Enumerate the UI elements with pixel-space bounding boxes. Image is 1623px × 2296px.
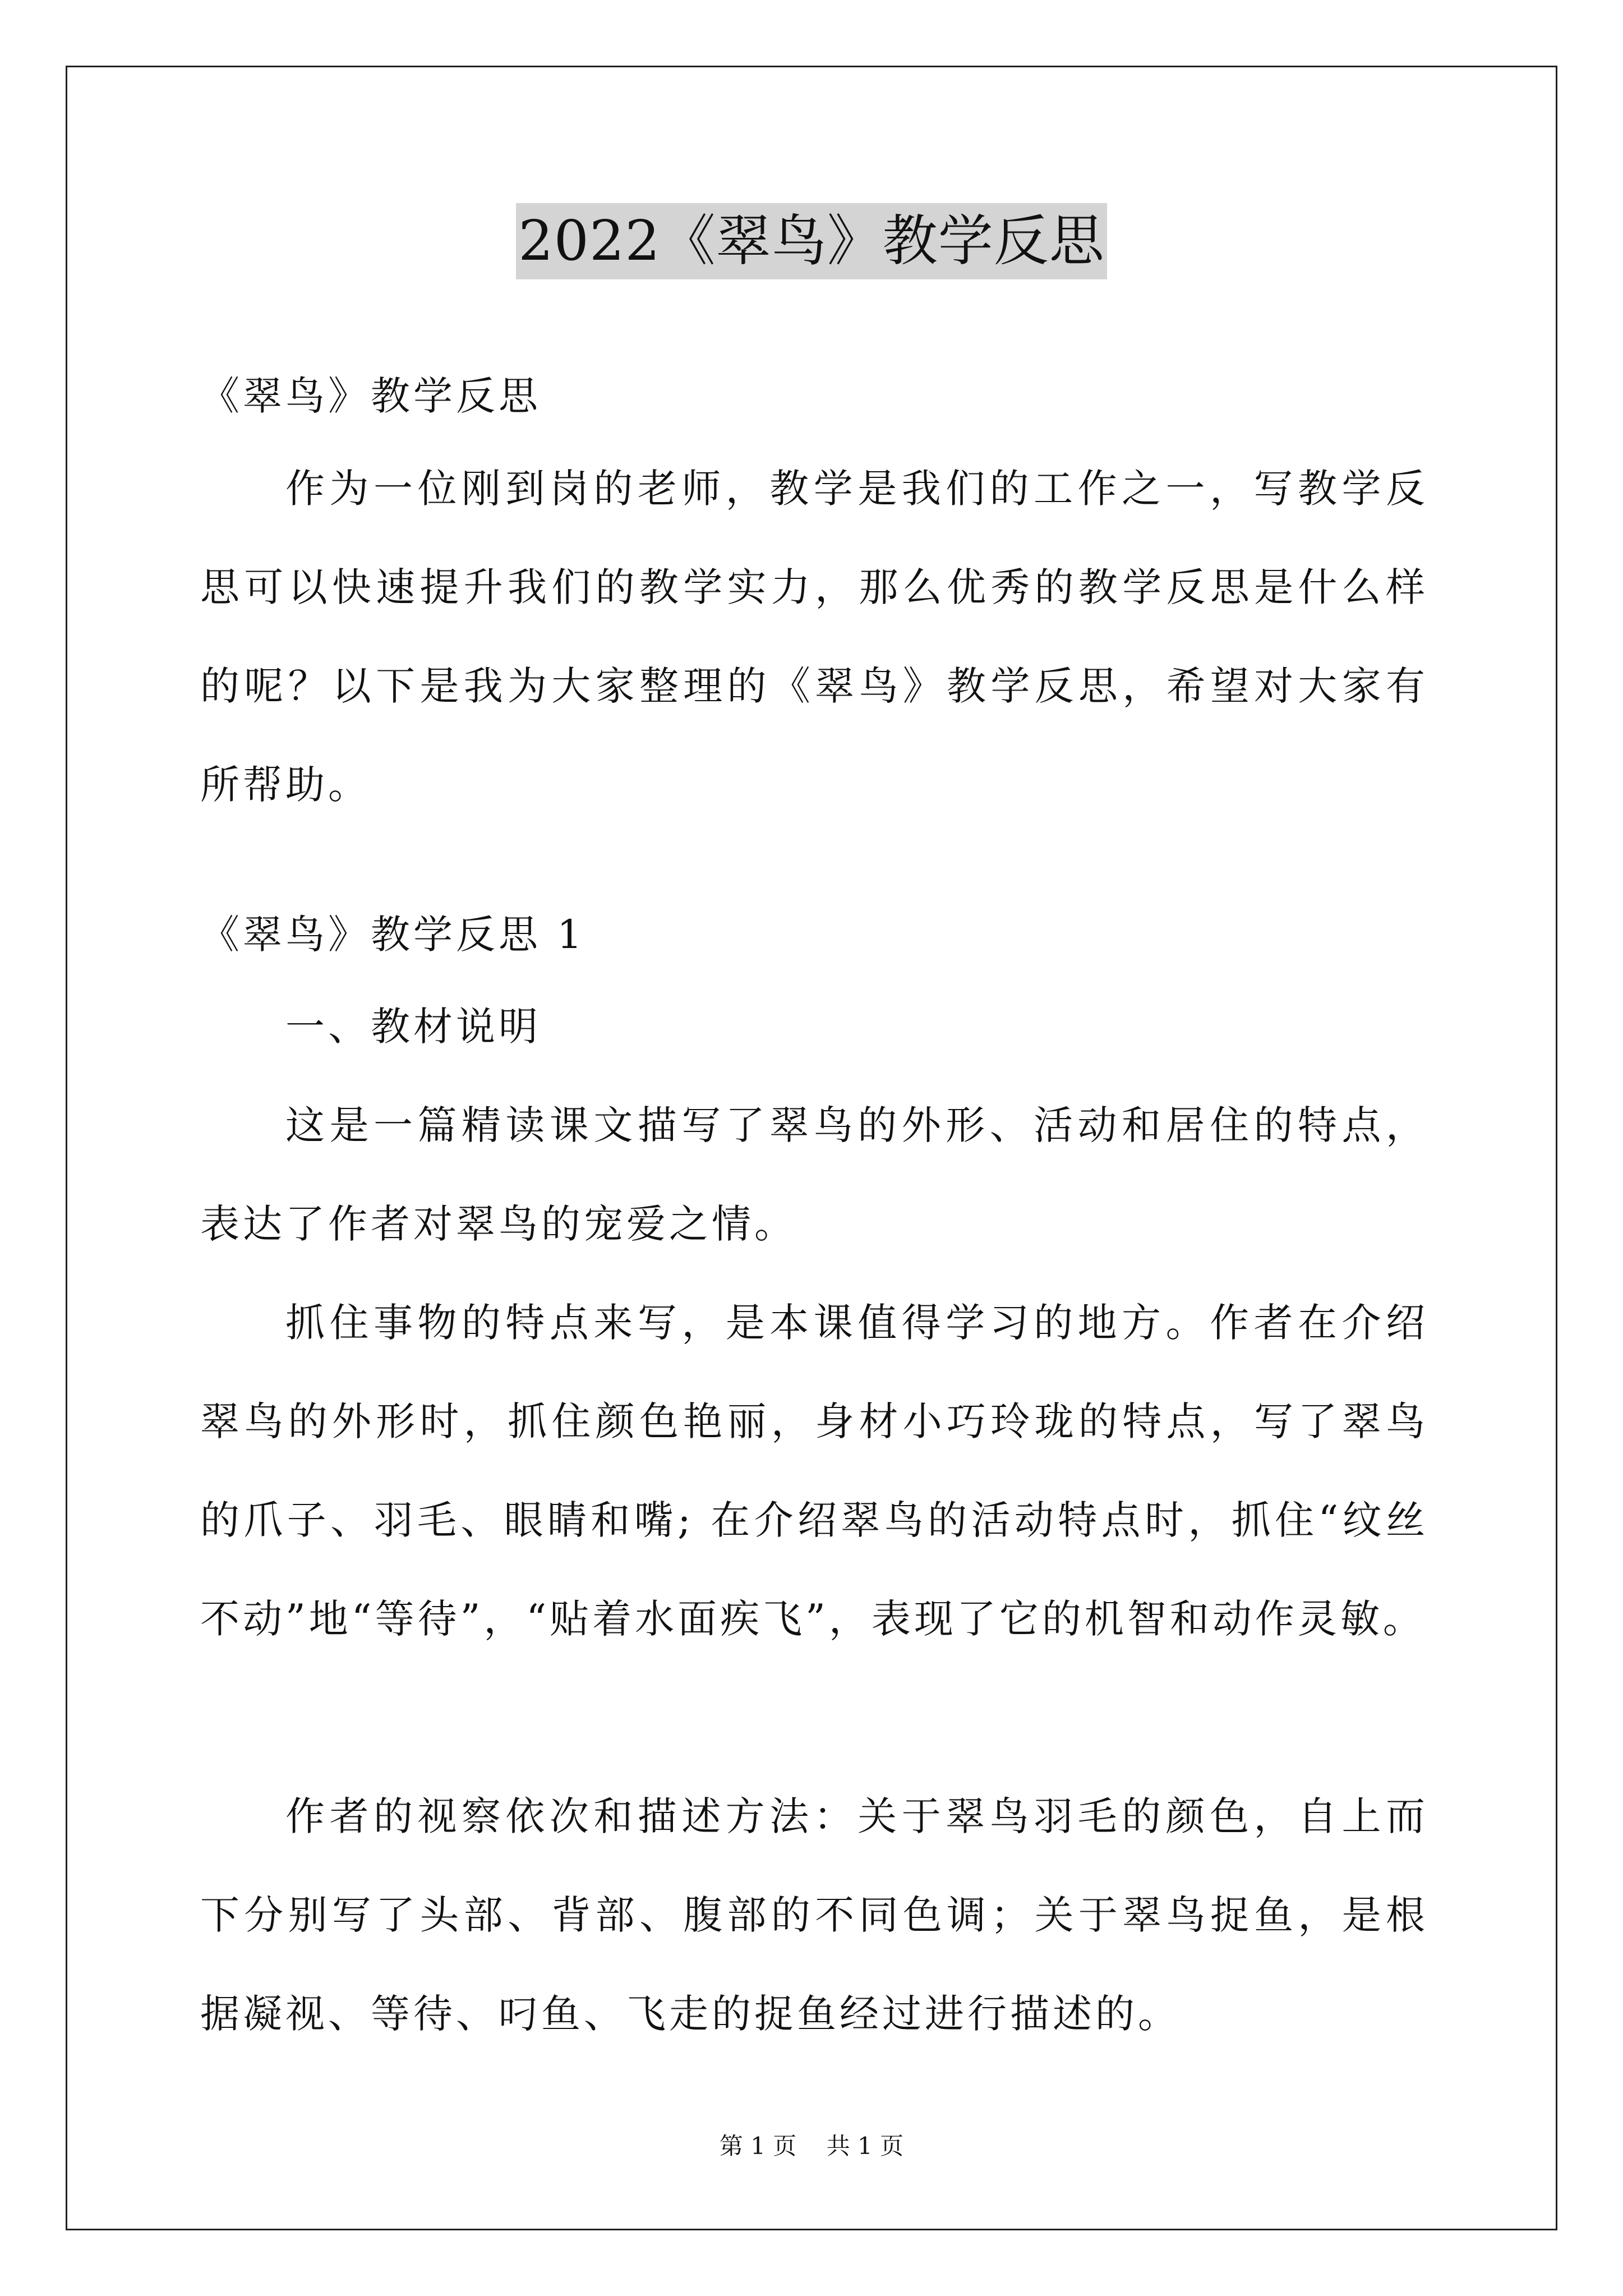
body-paragraph-3: 作者的视察依次和描述方法：关于翠鸟羽毛的颜色，自上而下分别写了头部、背部、腹部的不同色调；关于翠鸟捉鱼，是根据凝视、等待、叼鱼、飞走的捉鱼经过进行描述的。 bbox=[200, 1793, 1428, 2037]
body-paragraph-2: 抓住事物的特点来写，是本课值得学习的地方。作者在介绍翠鸟的外形时，抓住颜色艳丽，身材小巧玲珑的特点，写了翠鸟的爪子、羽毛、眼睛和嘴; 在介绍翠鸟的活动特点时，抓住“纹丝不动”地“等待”，“贴着水面疾飞”，表现了它的机智和动作灵敏。 bbox=[200, 1300, 1428, 1642]
title-container bbox=[0, 203, 1623, 279]
section-heading: 《翠鸟》教学反思 1 bbox=[200, 912, 585, 958]
document-title: 2022《翠鸟》教学反思 bbox=[516, 203, 1106, 279]
section-subheading: 一、教材说明 bbox=[285, 1004, 541, 1050]
page-footer: 第 1 页 共 1 页 bbox=[719, 2132, 904, 2160]
intro-paragraph: 作为一位刚到岗的老师，教学是我们的工作之一，写教学反思可以快速提升我们的教学实力，那么优秀的教学反思是什么样的呢？以下是我为大家整理的《翠鸟》教学反思，希望对大家有所帮助。 bbox=[200, 466, 1428, 808]
body-paragraph-1: 这是一篇精读课文描写了翠鸟的外形、活动和居住的特点，表达了作者对翠鸟的宠爱之情。 bbox=[200, 1102, 1428, 1247]
document-subtitle: 《翠鸟》教学反思 bbox=[200, 373, 541, 419]
